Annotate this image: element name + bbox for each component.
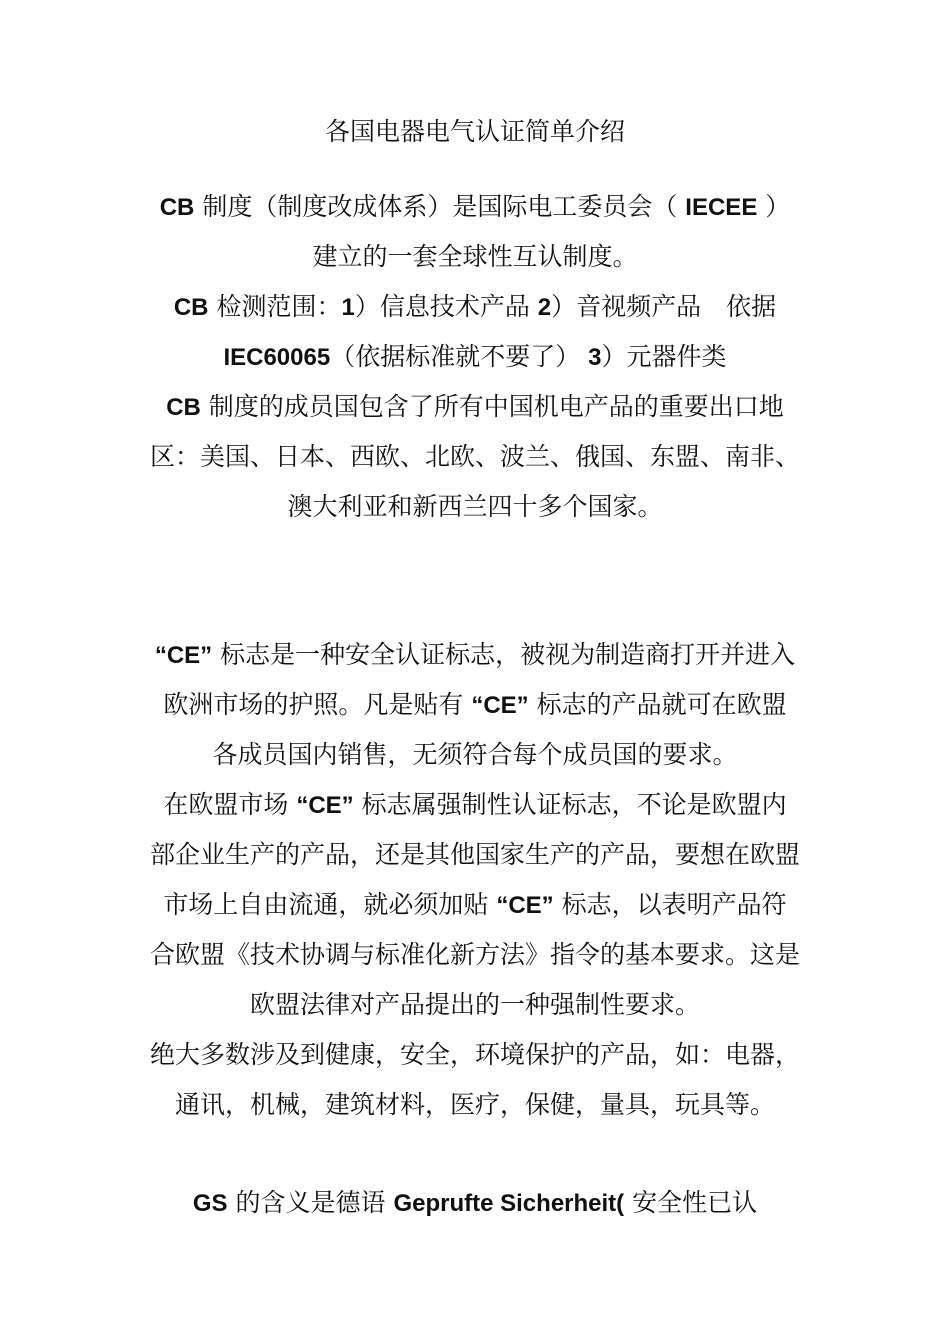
- text-line: 建立的一套全球性互认制度。: [312, 242, 638, 271]
- text-line: [140, 880, 810, 930]
- text-run: 标志，以表明产品符: [553, 890, 787, 919]
- text-run: 标志的产品就可在欧盟: [528, 690, 787, 719]
- text-line: [140, 1178, 810, 1228]
- list-number: 2: [537, 294, 552, 321]
- cb-paragraph: [140, 182, 810, 532]
- text-line: [140, 382, 810, 432]
- list-number: 1: [341, 294, 355, 321]
- text-run: 检测范围：: [208, 292, 342, 321]
- term-iecee: IECEE: [685, 194, 758, 221]
- text-line: [140, 182, 810, 232]
- text-line: 欧盟法律对产品提出的一种强制性要求。: [249, 990, 700, 1019]
- text-run: 制度的成员国包含了所有中国机电产品的重要出口地: [200, 392, 784, 421]
- text-run: ）元器件类: [601, 342, 727, 371]
- text-line: [140, 282, 810, 332]
- text-line: 区：美国、日本、西欧、北欧、波兰、俄国、东盟、南非、: [149, 442, 800, 471]
- text-line: 合欧盟《技术协调与标准化新方法》指令的基本要求。这是: [149, 940, 800, 969]
- term-cb: CB: [166, 394, 201, 421]
- term-ce: “CE”: [471, 692, 529, 719]
- term-gs: GS: [192, 1190, 228, 1217]
- text-run: 的含义是德语: [227, 1188, 394, 1217]
- text-run: 标志属强制性认证标志，不论是欧盟内: [353, 790, 787, 819]
- text-line: [140, 780, 810, 830]
- text-run: ）: [757, 192, 791, 221]
- text-run: 在欧盟市场: [163, 790, 297, 819]
- list-number: 3: [588, 344, 602, 371]
- term-cb: CB: [173, 294, 209, 321]
- text-run: 制度（制度改成体系）是国际电工委员会（: [194, 192, 686, 221]
- text-line: 绝大多数涉及到健康，安全，环境保护的产品，如：电器，: [149, 1040, 800, 1069]
- term-ce: “CE”: [496, 892, 554, 919]
- ce-paragraph: [140, 630, 810, 1130]
- text-line: 通讯，机械，建筑材料，医疗，保健，量具，玩具等。: [174, 1090, 775, 1119]
- gs-paragraph: [140, 1178, 810, 1228]
- text-run: 标志是一种安全认证标志，被视为制造商打开并进入: [212, 640, 796, 669]
- text-line: 部企业生产的产品，还是其他国家生产的产品，要想在欧盟: [149, 840, 800, 869]
- text-line: [140, 680, 810, 730]
- text-line: 各成员国内销售，无须符合每个成员国的要求。: [212, 740, 738, 769]
- text-run: ）信息技术产品: [354, 292, 538, 321]
- text-run: ）音视频产品 依据: [551, 292, 777, 321]
- text-line: 澳大利亚和新西兰四十多个国家。: [287, 492, 663, 521]
- text-run: 市场上自由流通，就必须加贴: [163, 890, 497, 919]
- term-ce: “CE”: [154, 642, 213, 669]
- text-run: 安全性已认: [624, 1188, 758, 1217]
- document-title: 各国电器电气认证简单介绍: [324, 117, 625, 146]
- text-line: [140, 630, 810, 680]
- text-run: （依据标准就不要了）: [330, 342, 589, 371]
- term-ce: “CE”: [296, 792, 354, 819]
- text-run: 欧洲市场的护照。凡是贴有: [163, 690, 472, 719]
- term-iec60065: IEC60065: [223, 344, 331, 371]
- text-line: [140, 332, 810, 382]
- term-cb: CB: [159, 194, 195, 221]
- term-geprufte-sicherheit: Geprufte Sicherheit(: [393, 1190, 625, 1217]
